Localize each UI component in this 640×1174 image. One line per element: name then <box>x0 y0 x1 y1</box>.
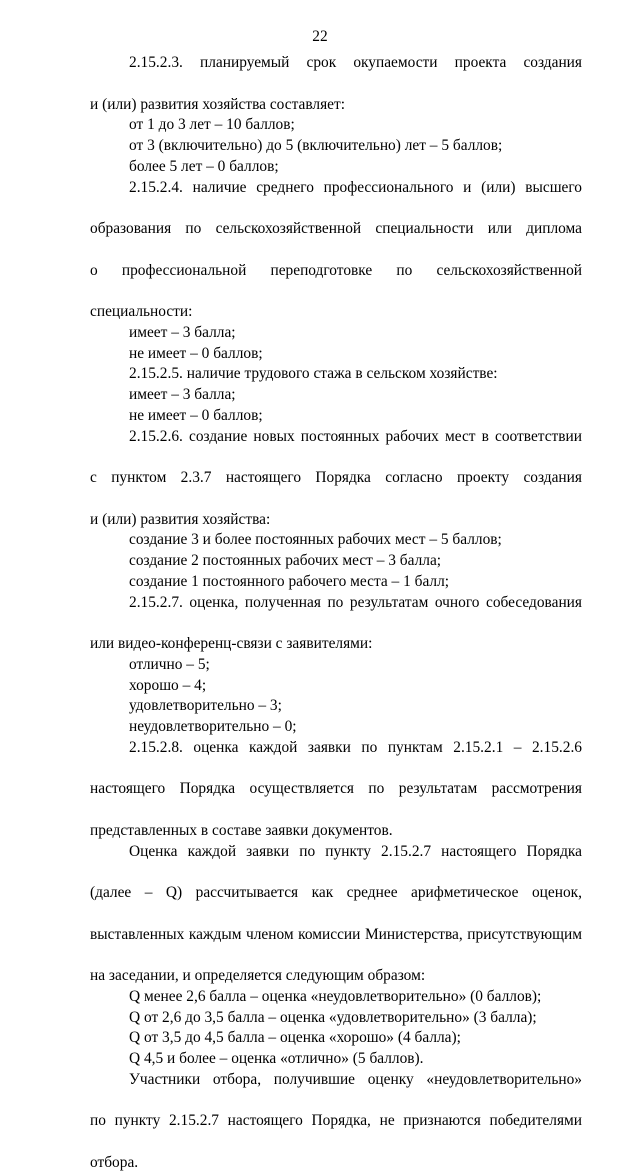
list-item: Q от 3,5 до 4,5 балла – оценка «хорошо» (4 балла); <box>129 1029 461 1047</box>
list-item: отлично – 5; <box>129 655 210 673</box>
paragraph-line: 2.15.2.3. планируемый срок окупаемости проекта создания <box>129 54 582 71</box>
list-item: Q 4,5 и более – оценка «отлично» (5 баллов). <box>129 1050 424 1067</box>
list-item: создание 2 постоянных рабочих мест – 3 балла; <box>129 552 442 569</box>
paragraph-line: представленных в составе заявки документов. <box>90 821 393 839</box>
paragraph-line: на заседании, и определяется следующим образом: <box>90 967 426 984</box>
page-number: 22 <box>312 28 328 45</box>
list-item: хорошо – 4; <box>129 676 207 694</box>
list-item: Q менее 2,6 балла – оценка «неудовлетворительно» (0 баллов); <box>129 987 542 1005</box>
list-item: от 1 до 3 лет – 10 баллов; <box>129 116 295 134</box>
list-item: имеет – 3 балла; <box>129 323 236 341</box>
paragraph-line: с пунктом 2.3.7 настоящего Порядка согласно проекту создания <box>90 469 582 486</box>
paragraph <box>90 593 582 655</box>
list-item: не имеет – 0 баллов; <box>129 406 263 424</box>
list-item: не имеет – 0 баллов; <box>129 344 263 362</box>
list-item: более 5 лет – 0 баллов; <box>129 157 279 175</box>
paragraph <box>90 1070 582 1174</box>
paragraph <box>90 738 582 842</box>
list-item: 2.15.2.5. наличие трудового стажа в сельском хозяйстве: <box>129 365 498 383</box>
list-item: имеет – 3 балла; <box>129 386 236 403</box>
paragraph-line: Оценка каждой заявки по пункту 2.15.2.7 настоящего Порядка <box>129 842 582 860</box>
paragraph-line: (далее – Q) рассчитывается как среднее арифметическое оценок, <box>90 884 582 901</box>
paragraph-line: 2.15.2.4. наличие среднего профессионального и (или) высшего <box>129 178 582 196</box>
paragraph <box>90 178 582 323</box>
paragraph-line: и (или) развития хозяйства составляет: <box>90 95 345 113</box>
paragraph-line: 2.15.2.6. создание новых постоянных рабочих мест в соответствии <box>129 427 582 445</box>
paragraph-line: выставленных каждым членом комиссии Министерства, присутствующим <box>90 925 582 943</box>
paragraph-line: или видео-конференц-связи с заявителями: <box>90 635 373 652</box>
paragraph <box>90 427 582 531</box>
paragraph <box>90 842 582 987</box>
list-item: создание 3 и более постоянных рабочих мест – 5 баллов; <box>129 531 502 549</box>
paragraph-line: по пункту 2.15.2.7 настоящего Порядка, не признаются победителями <box>90 1112 582 1130</box>
paragraph-line: специальности: <box>90 303 193 320</box>
paragraph-line: образования по сельскохозяйственной специальности или диплома <box>90 220 582 237</box>
paragraph-line: 2.15.2.7. оценка, полученная по результатам очного собеседования <box>129 593 582 611</box>
list-item: от 3 (включительно) до 5 (включительно) лет – 5 баллов; <box>129 137 503 154</box>
paragraph-line: 2.15.2.8. оценка каждой заявки по пунктам 2.15.2.1 – 2.15.2.6 <box>129 738 582 756</box>
document-body <box>90 53 582 1174</box>
paragraph-line: настоящего Порядка осуществляется по результатам рассмотрения <box>90 780 582 798</box>
paragraph-line: о профессиональной переподготовке по сельскохозяйственной <box>90 261 582 279</box>
paragraph <box>90 53 582 115</box>
paragraph-line: отбора. <box>90 1153 139 1171</box>
list-item: неудовлетворительно – 0; <box>129 718 297 735</box>
list-item: Q от 2,6 до 3,5 балла – оценка «удовлетворительно» (3 балла); <box>129 1008 537 1026</box>
list-item: создание 1 постоянного рабочего места – 1 балл; <box>129 572 450 590</box>
list-item: удовлетворительно – 3; <box>129 697 282 715</box>
paragraph-line: и (или) развития хозяйства: <box>90 510 271 528</box>
paragraph-line: Участники отбора, получившие оценку «неудовлетворительно» <box>129 1070 582 1088</box>
